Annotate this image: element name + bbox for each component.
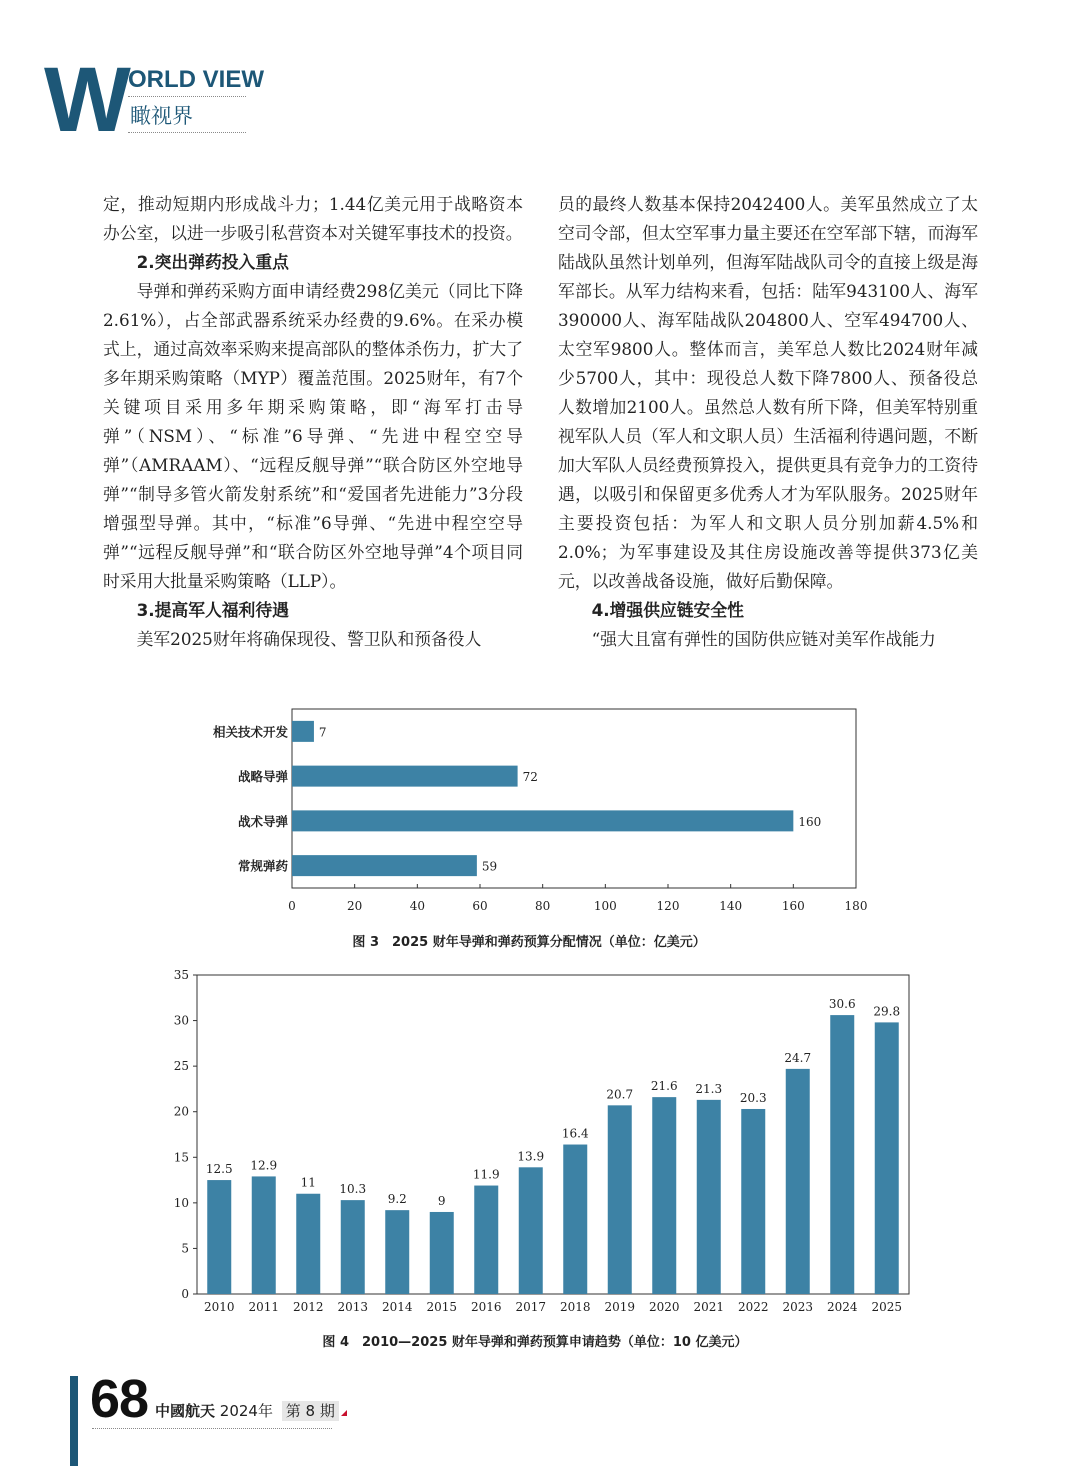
category-label: 战术导弹 [237, 813, 288, 829]
data-label: 12.9 [250, 1158, 278, 1173]
bar [519, 1167, 543, 1294]
bar [875, 1022, 899, 1294]
figure-caption: 2025 财年导弹和弹药预算分配情况（单位：亿美元） [392, 935, 706, 950]
category-label: 2012 [292, 1300, 324, 1314]
data-label: 30.6 [828, 997, 856, 1012]
bar [292, 766, 518, 787]
bar [252, 1176, 276, 1294]
category-label: 2025 [871, 1300, 903, 1314]
bar [341, 1200, 365, 1294]
bar [830, 1015, 854, 1294]
tick-label: 80 [535, 899, 551, 913]
data-label: 21.6 [650, 1079, 678, 1094]
footer-divider [92, 1428, 332, 1429]
bar [207, 1180, 231, 1294]
figure-caption-number: 图 3 [352, 935, 379, 950]
body-paragraph: 导弹和弹药采购方面申请经费298亿美元（同比下降2.61%），占全部武器系统采办经费的9.6%。在采办模式上，通过高效率采购来提高部队的整体杀伤力，扩大了多年期采购策略（MYP）覆盖范围。2025财年，有7个关键项目采用多年期采购策略，即“海军打击导弹”（NSM）、“标准”6导弹、“先进中程空空导弹”（AMRAAM）、“远程反舰导弹”“联合防区外空地导弹”“制导多管火箭发射系统”和“爱国者先进能力”3分段增强型导弹。其中，“标准”6导弹、“先进中程空空导弹”“远程反舰导弹”和“联合防区外空地导弹”4个项目同时采用大批量采购策略（LLP）。 [103, 281, 523, 591]
masthead-divider [128, 96, 246, 97]
category-label: 2024 [826, 1300, 858, 1314]
data-label: 9.2 [387, 1192, 407, 1207]
bar [385, 1210, 409, 1294]
category-label: 相关技术开发 [212, 724, 288, 740]
category-label: 常规弹药 [237, 858, 288, 874]
masthead-divider-bottom [128, 132, 246, 133]
bar [296, 1194, 320, 1294]
body-paragraph: 美军2025财年将确保现役、警卫队和预备役人 [136, 629, 482, 649]
bar [697, 1100, 721, 1294]
masthead-subtitle: 瞰视界 [130, 104, 193, 128]
category-label: 2016 [470, 1300, 502, 1314]
bar [563, 1145, 587, 1294]
data-label: 20.3 [739, 1090, 767, 1105]
category-label: 2017 [515, 1300, 547, 1314]
data-label: 59 [481, 859, 498, 874]
figure-caption: 2010—2025 财年导弹和弹药预算申请趋势（单位：10 亿美元） [362, 1335, 748, 1350]
data-label: 13.9 [517, 1149, 545, 1164]
article-column-right [558, 190, 978, 654]
bar [608, 1105, 632, 1294]
bar [292, 810, 793, 831]
tick-label: 35 [173, 968, 189, 982]
figure-3-bar-chart [0, 700, 1080, 960]
tick-label: 20 [347, 899, 363, 913]
masthead-big-letter: W [44, 49, 127, 151]
figure-caption-number: 图 4 [322, 1335, 349, 1350]
footer-issue: 第 8 期 [282, 1401, 339, 1421]
body-paragraph: 员的最终人数基本保持2042400人。美军虽然成立了太空司令部，但太空军事力量主要还在空军部下辖，而海军陆战队虽然计划单列，但海军陆战队司令的直接上级是海军部长。从军力结构来看，包括：陆军943100人、海军390000人、海军陆战队204800人、空军494700人、太空军9800人。整体而言，美军总人数比2024财年减少5700人，其中：现役总人数下降7800人、预备役总人数增加2100人。虽然总人数有所下降，但美军特别重视军队人员（军人和文职人员）生活福利待遇问题，不断加大军队人员经费预算投入，提供更具有竞争力的工资待遇，以吸引和保留更多优秀人才为军队服务。2025财年主要投资包括：为军人和文职人员分别加薪4.5%和2.0%；为军事建设及其住房设施改善等提供373亿美元，以改善战备设施，做好后勤保障。 [558, 194, 978, 591]
tick-label: 160 [781, 899, 805, 913]
tick-label: 0 [181, 1287, 189, 1301]
bar [292, 855, 477, 876]
category-label: 2020 [648, 1300, 680, 1314]
page-number: 68 [90, 1369, 149, 1429]
category-label: 2019 [604, 1300, 636, 1314]
section-heading: 2.突出弹药投入重点 [136, 252, 289, 272]
tick-label: 15 [173, 1150, 189, 1165]
section-heading: 4.增强供应链安全性 [591, 600, 744, 620]
category-label: 2013 [337, 1300, 369, 1314]
data-label: 21.3 [695, 1081, 723, 1096]
data-label: 11.9 [472, 1167, 500, 1182]
footer-corner-mark [341, 1410, 347, 1416]
bar [652, 1097, 676, 1294]
data-label: 12.5 [205, 1162, 233, 1177]
category-label: 2021 [693, 1300, 725, 1314]
tick-label: 40 [409, 899, 425, 913]
category-label: 2018 [559, 1300, 591, 1314]
footer-year: 2024年 [219, 1402, 273, 1420]
tick-label: 60 [472, 899, 488, 913]
category-label: 2023 [782, 1300, 814, 1314]
body-paragraph: 定，推动短期内形成战斗力；1.44亿美元用于战略资本办公室，以进一步吸引私营资本对关键军事技术的投资。 [103, 194, 523, 243]
masthead-title: ORLD VIEW [128, 66, 264, 93]
tick-label: 10 [173, 1195, 189, 1210]
data-label: 10.3 [339, 1182, 367, 1197]
data-label: 7 [318, 725, 327, 740]
category-label: 2011 [248, 1300, 280, 1314]
figure-4-bar-chart [0, 965, 1080, 1360]
tick-label: 100 [593, 899, 617, 913]
data-label: 160 [798, 814, 822, 829]
section-heading: 3.提高军人福利待遇 [136, 600, 289, 620]
tick-label: 25 [173, 1059, 189, 1074]
bar [741, 1109, 765, 1294]
tick-label: 0 [288, 899, 296, 913]
bar [430, 1212, 454, 1294]
tick-label: 180 [844, 899, 868, 913]
category-label: 2014 [381, 1300, 413, 1314]
category-label: 2010 [203, 1300, 235, 1314]
data-label: 72 [522, 770, 538, 785]
bar [786, 1069, 810, 1294]
category-label: 战略导弹 [237, 769, 288, 785]
data-label: 20.7 [606, 1087, 634, 1102]
tick-label: 30 [173, 1013, 189, 1028]
bar [292, 721, 314, 742]
tick-label: 120 [656, 899, 680, 913]
tick-label: 20 [173, 1104, 189, 1119]
data-label: 9 [437, 1193, 446, 1208]
category-label: 2015 [426, 1300, 458, 1314]
footer-accent-bar [70, 1376, 78, 1466]
footer-info [155, 1400, 347, 1421]
article-column-left [103, 190, 523, 654]
tick-label: 5 [181, 1241, 189, 1256]
data-label: 24.7 [784, 1050, 812, 1065]
data-label: 29.8 [873, 1004, 901, 1019]
bar [474, 1186, 498, 1294]
tick-label: 140 [719, 899, 743, 913]
body-paragraph: “强大且富有弹性的国防供应链对美军作战能力 [591, 629, 936, 649]
category-label: 2022 [737, 1300, 769, 1314]
data-label: 11 [300, 1175, 316, 1190]
data-label: 16.4 [561, 1126, 589, 1141]
masthead-logo [44, 49, 264, 151]
footer-magazine: 中國航天 [155, 1402, 216, 1420]
